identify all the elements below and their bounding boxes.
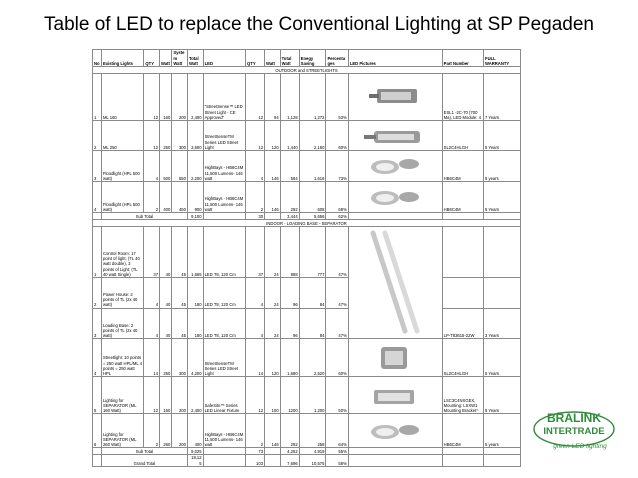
cell-qty: 2: [144, 414, 160, 448]
cell-part-number: SL2C4HLGH: [442, 339, 483, 377]
cell-system-watt: 550: [172, 151, 188, 182]
logo-line1: BRALINK: [547, 411, 601, 425]
cell-qty: 12: [144, 74, 160, 121]
subtotal-total-watt: 9,025: [187, 448, 203, 455]
grandtotal-label: Grand Total: [101, 455, 187, 467]
cell-warranty: [484, 227, 521, 278]
cell-system-watt: 450: [172, 182, 188, 213]
cell-existing: ML 160: [101, 74, 143, 121]
cell-total-watt: 2,200: [187, 151, 203, 182]
subtotal-led-total: 4,252: [280, 448, 299, 455]
cell-part-number: HB6C4M: [442, 182, 483, 213]
cell-led-total: 292: [280, 182, 299, 213]
cell-existing: Loading Base: 2 points of TL (2x 40 watt): [101, 308, 143, 339]
col-led-qty: QTY: [246, 50, 265, 67]
cell-system-watt: 300: [172, 339, 188, 377]
grandtotal-percentage: 58%: [326, 455, 348, 467]
cell-system-watt: 300: [172, 121, 188, 151]
cell-percentage: 50%: [326, 377, 348, 414]
subtotal-total-watt: 9,100: [187, 213, 203, 220]
cell-total-watt: 180: [187, 278, 203, 309]
cell-led-qty: 4: [246, 151, 265, 182]
led-comparison-table: [92, 49, 521, 467]
cell-led-watt: 146: [265, 182, 281, 213]
cell-led-qty: 12: [246, 74, 265, 121]
highbay-led-image: [365, 418, 425, 446]
cell-percentage: 47%: [326, 278, 348, 309]
cell-led-qty: 4: [246, 308, 265, 339]
cell-warranty: 7 Years: [484, 74, 521, 121]
led-picture-cell: [348, 339, 442, 377]
cell-existing: ML 250: [101, 121, 143, 151]
subtotal-led-total: 3,444: [280, 213, 299, 220]
cell-led-qty: 37: [246, 227, 265, 278]
subtotal-label: Sub Total: [101, 213, 187, 220]
logo-line2: INTERTRADE: [543, 426, 605, 437]
col-system-watt: System Watt: [172, 50, 188, 67]
table-row: [93, 308, 521, 339]
linear-fixture-image: [370, 382, 420, 412]
cell-led-total: 584: [280, 151, 299, 182]
table-row: [93, 182, 521, 213]
cell-total-watt: 3,600: [187, 121, 203, 151]
cell-led: LED T8, 120 Cm: [203, 308, 245, 339]
cell-warranty: 3 Years: [484, 308, 521, 339]
cell-part-number: [442, 227, 483, 278]
cell-saving: 2,160: [299, 121, 326, 151]
cell-total-watt: 4,200: [187, 339, 203, 377]
cell-warranty: 5 Years: [484, 121, 521, 151]
cell-total-watt: 2,400: [187, 74, 203, 121]
cell-existing: Streetlight: 10 points = 250 watt HPL/ML 4 points = 250 watt HPL: [101, 339, 143, 377]
grandtotal-total-watt: 18,125: [187, 455, 203, 467]
led-picture-cell: [348, 182, 442, 213]
cell-percentage: 53%: [326, 74, 348, 121]
col-saving: Enegy Saving: [299, 50, 326, 67]
table-row: [93, 227, 521, 278]
cell-part-number: LSC3C4NXGEX, Mounting: LSXW1 Mounting Bracket*: [442, 377, 483, 414]
col-part-number: Part Number: [442, 50, 483, 67]
cell-qty: 12: [144, 377, 160, 414]
cell-warranty: 5 Years: [484, 377, 521, 414]
cell-watt: 160: [160, 377, 172, 414]
cell-part-number: HB6C4M: [442, 414, 483, 448]
section-indoor: [93, 220, 521, 227]
col-pictures: LED Pictures: [348, 50, 442, 67]
cell-qty: 4: [144, 151, 160, 182]
grandtotal-saving: 10,575: [299, 455, 326, 467]
cell-total-watt: 2,400: [187, 377, 203, 414]
col-led-total: Total Watt: [280, 50, 299, 67]
cell-led-watt: 100: [265, 377, 281, 414]
cell-total-watt: 1,665: [187, 227, 203, 278]
table-row: [93, 74, 521, 121]
cell-led-watt: 24: [265, 227, 281, 278]
led-picture-cell: [348, 227, 442, 339]
streetlight-led-image: [375, 341, 415, 375]
cell-led-total: 96: [280, 278, 299, 309]
cell-led-watt: 120: [265, 339, 281, 377]
cell-led: "StreetSense™ LED Street Light - CE Approved": [203, 74, 245, 121]
cell-led: StreetSenseTM Series LED Street Light: [203, 339, 245, 377]
cell-part-number: LP-T83615-22W: [442, 308, 483, 339]
cell-led-total: 1,128: [280, 74, 299, 121]
subtotal-led-qty: 30: [246, 213, 265, 220]
col-existing: Existing Lights: [101, 50, 143, 67]
cell-system-watt: 200: [172, 74, 188, 121]
cell-watt: 260: [160, 414, 172, 448]
cell-watt: 40: [160, 308, 172, 339]
cell-system-watt: 200: [172, 414, 188, 448]
cell-qty: 12: [144, 121, 160, 151]
cell-qty: 2: [144, 182, 160, 213]
cell-no: 3: [93, 308, 102, 339]
cell-warranty: [484, 278, 521, 309]
cell-warranty: 5 Years: [484, 339, 521, 377]
cell-qty: 37: [144, 227, 160, 278]
streetlight-led-image: [367, 83, 423, 119]
table-row: [93, 339, 521, 377]
table-row: [93, 121, 521, 151]
cell-system-watt: 45: [172, 308, 188, 339]
cell-saving: 84: [299, 278, 326, 309]
cell-part-number: ESL1 -2C-70 (700 Ma), LED Module: 4: [442, 74, 483, 121]
table-row: [93, 278, 521, 309]
cell-percentage: 64%: [326, 414, 348, 448]
cell-no: 2: [93, 278, 102, 309]
subtotal-row: [93, 448, 521, 455]
cell-watt: 400: [160, 182, 172, 213]
cell-led-watt: 24: [265, 308, 281, 339]
cell-led: HighBays - HB6C4M 11,500 Lumens- 146 watt: [203, 414, 245, 448]
cell-saving: 258: [299, 414, 326, 448]
col-warranty: FULL WARRANTY: [484, 50, 521, 67]
cell-total-watt: 180: [187, 308, 203, 339]
grandtotal-led-qty: 103: [246, 455, 265, 467]
cell-led: LED T8, 120 Cm: [203, 278, 245, 309]
cell-led-total: 888: [280, 227, 299, 278]
cell-saving: 1,200: [299, 377, 326, 414]
cell-led-watt: 146: [265, 414, 281, 448]
cell-no: 4: [93, 339, 102, 377]
cell-total-watt: 900: [187, 182, 203, 213]
cell-no: 3: [93, 151, 102, 182]
cell-watt: 250: [160, 339, 172, 377]
cell-watt: 160: [160, 74, 172, 121]
cell-qty: 4: [144, 278, 160, 309]
table-row: [93, 151, 521, 182]
cell-led-qty: 12: [246, 121, 265, 151]
cell-percentage: 47%: [326, 227, 348, 278]
highbay-led-image: [365, 185, 425, 211]
cell-led: HighBays - HB6C4M 11,500 Lumens- 146 watt: [203, 182, 245, 213]
table-row: [93, 377, 521, 414]
cell-led-qty: 4: [246, 278, 265, 309]
cell-existing: Floodlight (HPL 500 watt): [101, 182, 143, 213]
cell-warranty: 5 years: [484, 414, 521, 448]
subtotal-percentage: 55%: [326, 448, 348, 455]
cell-saving: 777: [299, 227, 326, 278]
cell-led-total: 1,680: [280, 339, 299, 377]
cell-part-number: SL2C4HLGH: [442, 121, 483, 151]
cell-led: LED T8, 120 Cm: [203, 227, 245, 278]
cell-warranty: 5 years: [484, 151, 521, 182]
cell-led-total: 292: [280, 414, 299, 448]
cell-led-qty: 14: [246, 339, 265, 377]
cell-led-qty: 12: [246, 377, 265, 414]
subtotal-percentage: 62%: [326, 213, 348, 220]
col-watt: Watt: [160, 50, 172, 67]
led-picture-cell: [348, 151, 442, 182]
cell-led-qty: 2: [246, 414, 265, 448]
subtotal-saving: 4,919: [299, 448, 326, 455]
subtotal-saving: 5,656: [299, 213, 326, 220]
cell-existing: Lighting for SEPARATOR (ML 260 Watt): [101, 414, 143, 448]
cell-percentage: 60%: [326, 339, 348, 377]
cell-saving: 84: [299, 308, 326, 339]
cell-watt: 500: [160, 151, 172, 182]
led-picture-cell: [348, 377, 442, 414]
cell-qty: 4: [144, 308, 160, 339]
section-title: OUTDOOR and STREETLIGHTS: [93, 67, 521, 74]
cell-led-watt: 120: [265, 121, 281, 151]
cell-led-watt: 24: [265, 278, 281, 309]
led-picture-cell: [348, 121, 442, 151]
cell-watt: 40: [160, 278, 172, 309]
col-led-watt: Watt: [265, 50, 281, 67]
led-tube-image: [365, 227, 425, 337]
cell-no: 1: [93, 74, 102, 121]
cell-watt: 40: [160, 227, 172, 278]
subtotal-label: Sub Total: [101, 448, 187, 455]
col-led: LED: [203, 50, 245, 67]
cell-led-total: 1200: [280, 377, 299, 414]
cell-existing: Lighting for SEPARATOR (ML 160 Watt): [101, 377, 143, 414]
logo-tagline: green LED lighting: [553, 443, 607, 450]
cell-system-watt: 45: [172, 278, 188, 309]
cell-part-number: [442, 278, 483, 309]
led-picture-cell: [348, 414, 442, 448]
cell-existing: Power House: 2 points of TL (2x 40 watt): [101, 278, 143, 309]
cell-qty: 14: [144, 339, 160, 377]
subtotal-row: [93, 213, 521, 220]
cell-system-watt: 45: [172, 227, 188, 278]
page-title: Table of LED to replace the Conventional Lighting at SP Pegaden: [44, 14, 594, 35]
streetlight-led-image: [360, 125, 430, 149]
cell-warranty: 5 Years: [484, 182, 521, 213]
cell-no: 6: [93, 414, 102, 448]
cell-system-watt: 200: [172, 377, 188, 414]
cell-led-total: 1,440: [280, 121, 299, 151]
cell-no: 2: [93, 121, 102, 151]
cell-led: HighBays - HB6C4M 11,500 Lumens- 146 watt: [203, 151, 245, 182]
cell-led-watt: 146: [265, 151, 281, 182]
subtotal-led-qty: 73: [246, 448, 265, 455]
cell-led-total: 96: [280, 308, 299, 339]
highbay-led-image: [365, 154, 425, 180]
header-row: [93, 50, 521, 67]
grandtotal-row: [93, 455, 521, 467]
col-no: No: [93, 50, 102, 67]
col-total-watt: Total Watt: [187, 50, 203, 67]
section-title: INDOOR - LOADING BASE - SEPARATOR: [93, 220, 521, 227]
led-picture-cell: [348, 74, 442, 121]
cell-led: SafeSite™ Series LED Linear Fixture: [203, 377, 245, 414]
bralink-logo: [528, 407, 620, 453]
col-percentage: Percentages: [326, 50, 348, 67]
grandtotal-led-total: 7,696: [280, 455, 299, 467]
cell-percentage: 68%: [326, 182, 348, 213]
cell-no: 5: [93, 377, 102, 414]
cell-led-qty: 2: [246, 182, 265, 213]
cell-watt: 250: [160, 121, 172, 151]
cell-percentage: 47%: [326, 308, 348, 339]
cell-saving: 1,616: [299, 151, 326, 182]
cell-existing: Floodlight (HPL 500 watt): [101, 151, 143, 182]
col-qty: QTY: [144, 50, 160, 67]
section-outdoor: [93, 67, 521, 74]
cell-percentage: 60%: [326, 121, 348, 151]
cell-led-watt: 94: [265, 74, 281, 121]
cell-saving: 608: [299, 182, 326, 213]
cell-led: StreetSenseTM Series LED Street Light: [203, 121, 245, 151]
cell-percentage: 73%: [326, 151, 348, 182]
cell-part-number: HB6C4M: [442, 151, 483, 182]
cell-saving: 1,272: [299, 74, 326, 121]
cell-total-watt: 400: [187, 414, 203, 448]
cell-saving: 2,520: [299, 339, 326, 377]
table-row: [93, 414, 521, 448]
cell-existing: Control Room: 17 point of light; (TL 40 watt double), 3 points of Light: (TL 40 watt Single): [101, 227, 143, 278]
cell-no: 1: [93, 227, 102, 278]
cell-no: 4: [93, 182, 102, 213]
